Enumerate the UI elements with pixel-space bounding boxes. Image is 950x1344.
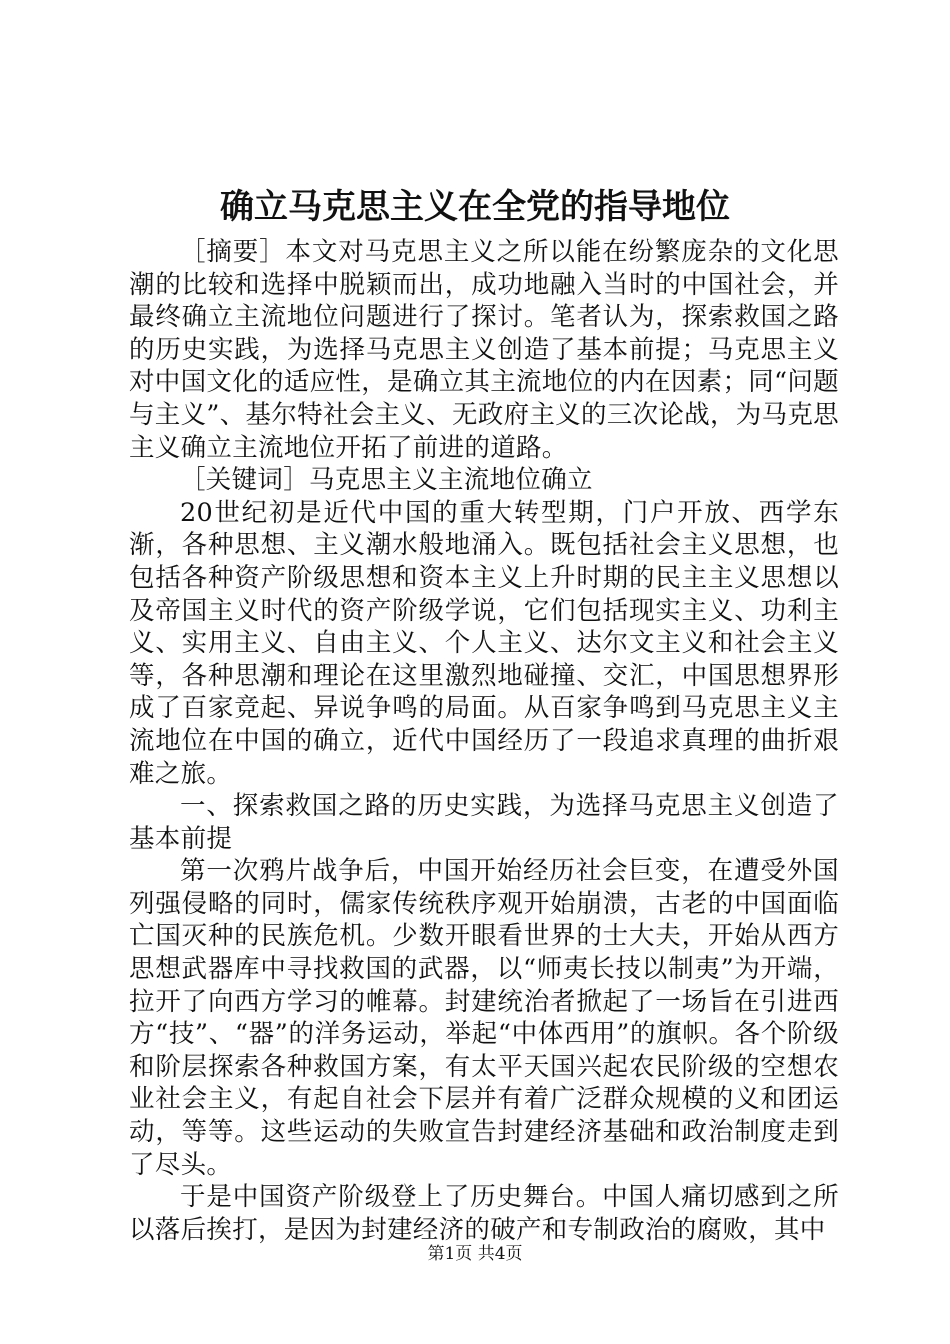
page-footer: 第1页 共4页	[427, 1244, 523, 1264]
body-paragraph: 于是中国资产阶级登上了历史舞台。中国人痛切感到之所以落后挨打，是因为封建经济的破产和专制政治的腐败，其中	[129, 1182, 839, 1245]
intro-paragraph: 20世纪初是近代中国的重大转型期，门户开放、西学东渐，各种思想、主义潮水般地涌入。既包括社会主义思想，也包括各种资产阶级思想和资本主义上升时期的民主主义思想以及帝国主义时代的资产阶级学说，它们包括现实主义、功利主义、实用主义、自由主义、个人主义、达尔文主义和社会主义等，各种思潮和理论在这里激烈地碰撞、交汇，中国思想界形成了百家竞起、异说争鸣的局面。从百家争鸣到马克思主义主流地位在中国的确立，近代中国经历了一段追求真理的曲折艰难之旅。	[129, 497, 839, 789]
keywords-paragraph: ［关键词］马克思主义主流地位确立	[180, 465, 593, 496]
document-title: 确立马克思主义在全党的指导地位	[220, 187, 730, 227]
abstract-paragraph: ［摘要］本文对马克思主义之所以能在纷繁庞杂的文化思潮的比较和选择中脱颖而出，成功地融入当时的中国社会，并最终确立主流地位问题进行了探讨。笔者认为，探索救国之路的历史实践，为选择马克思主义创造了基本前提；马克思主义对中国文化的适应性，是确立其主流地位的内在因素；同“问题与主义”、基尔特社会主义、无政府主义的三次论战，为马克思主义确立主流地位开拓了前进的道路。	[129, 237, 839, 463]
section-heading-1: 一、探索救国之路的历史实践，为选择马克思主义创造了基本前提	[129, 791, 839, 854]
document-body	[129, 236, 839, 1246]
body-paragraph: 第一次鸦片战争后，中国开始经历社会巨变，在遭受外国列强侵略的同时，儒家传统秩序观开始崩溃，古老的中国面临亡国灭种的民族危机。少数开眼看世界的士大夫，开始从西方思想武器库中寻找救国的武器，以“师夷长技以制夷”为开端，拉开了向西方学习的帷幕。封建统治者掀起了一场旨在引进西方“技”、“器”的洋务运动，举起“中体西用”的旗帜。各个阶级和阶层探索各种救国方案，有太平天国兴起农民阶级的空想农业社会主义，有起自社会下层并有着广泛群众规模的义和团运动，等等。这些运动的失败宣告封建经济基础和政治制度走到了尽头。	[129, 856, 839, 1180]
